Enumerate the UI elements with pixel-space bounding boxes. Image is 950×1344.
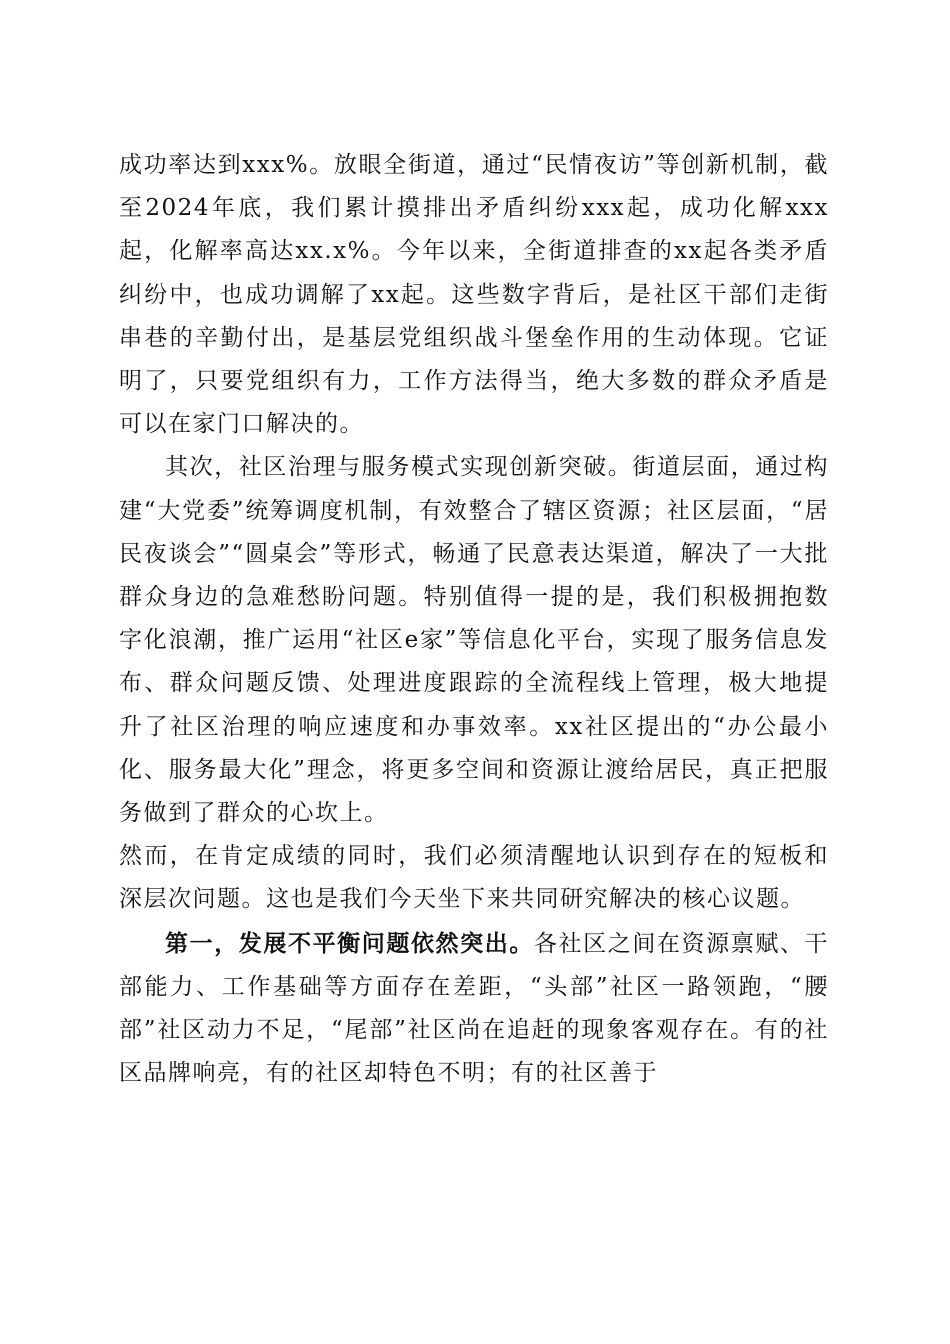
body-text bbox=[119, 144, 829, 1095]
paragraph-body: 各社区之间在资源禀赋、干部能力、工作基础等方面存在差距，“头部”社区一路领跑，“腰部”社区动力不足，“尾部”社区尚在追赶的现象客观存在。有的社区品牌响亮，有的社区却特色不明；有的社区善于 bbox=[119, 930, 830, 1087]
paragraph-lead: 第一，发展不平衡问题依然突出。 bbox=[165, 929, 534, 957]
paragraph-results: 成功率达到xxx%。放眼全街道，通过“民情夜访”等创新机制，截至2024年底，我们累计摸排出矛盾纠纷xxx起，成功化解xxx起，化解率高达xx.x%。今年以来，全街道排查的xx起各类矛盾纠纷中，也成功调解了xx起。这些数字背后，是社区干部们走街串巷的辛勤付出，是基层党组织战斗堡垒作用的生动体现。它证明了，只要党组织有力，工作方法得当，绝大多数的群众矛盾是可以在家门口解决的。 bbox=[119, 152, 829, 438]
paragraph-innovation: 其次，社区治理与服务模式实现创新突破。街道层面，通过构建“大党委”统筹调度机制，有效整合了辖区资源；社区层面，“居民夜谈会”“圆桌会”等形式，畅通了民意表达渠道，解决了一大批群众身边的急难愁盼问题。特别值得一提的是，我们积极拥抱数字化浪潮，推广运用“社区e家”等信息化平台，实现了服务信息发布、群众问题反馈、处理进度跟踪的全流程线上管理，极大地提升了社区治理的响应速度和办事效率。xx社区提出的“办公最小化、服务最大化”理念，将更多空间和资源让渡给居民，真正把服务做到了群众的心坎上。 bbox=[119, 454, 829, 827]
paragraph-imbalance bbox=[119, 922, 829, 1096]
paragraph-shortcomings: 然而，在肯定成绩的同时，我们必须清醒地认识到存在的短板和深层次问题。这也是我们今天坐下来共同研究解决的核心议题。 bbox=[119, 843, 829, 913]
